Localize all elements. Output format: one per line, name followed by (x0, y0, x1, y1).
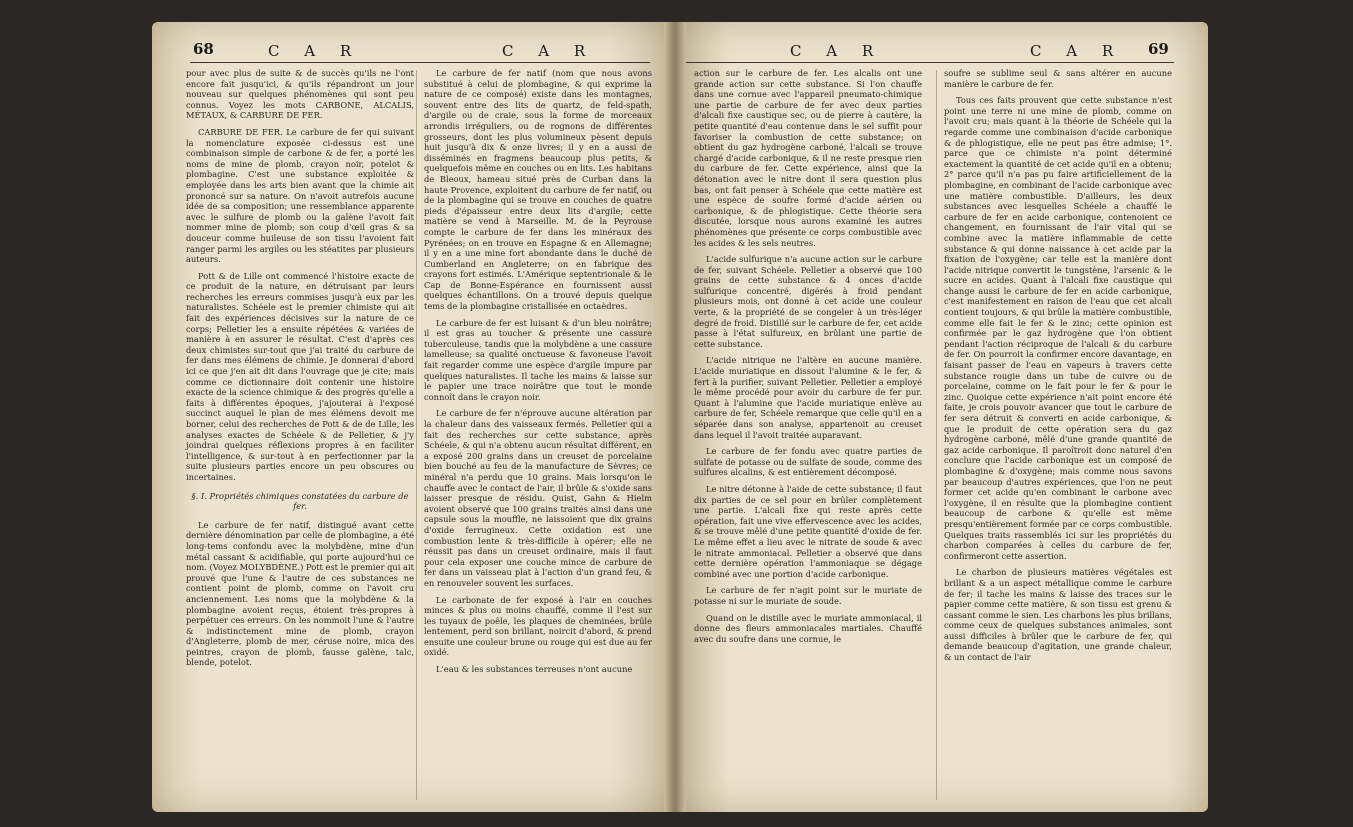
left-page-number: 68 (193, 40, 214, 58)
paragraph: Le carbure de fer fondu avec quatre parties de sulfate de potasse ou de sulfate de soude, comme des sulfures alcalins, & est entièrement décomposé. (694, 446, 922, 478)
paragraph: pour avec plus de suite & de succès qu'ils ne l'ont encore fait jusqu'ici, & qu'ils répandront un jour nouveau sur quelques phénomènes qui sont peu connus. Voyez les mots CARBONE, ALCALIS, MÉTAUX, & CARBURE DE FER. (186, 68, 414, 121)
right-page-number: 69 (1148, 40, 1169, 58)
paragraph: Le charbon de plusieurs matières végétales est brillant & a un aspect métallique comme le carbure de fer; il tache les mains & laisse des traces sur le papier comme cette matière, & son tissu est grenu & cassant comme le sien. Les charbons les plus brillans, comme ceux de quelques substances animales, sont aussi difficiles à brûler que le carbure de fer, qui demande beaucoup d'agitation, une grande chaleur, & un contact de l'air (944, 567, 1172, 663)
paragraph: Quand on le distille avec le muriate ammoniacal, il donne des fleurs ammoniacales martiales. Chauffé avec du soufre dans une cornue, le (694, 612, 922, 644)
right-page-column-2 (944, 68, 1172, 669)
right-page-column-1 (694, 68, 922, 650)
paragraph: Le nitre détonne à l'aide de cette substance; il faut dix parties de ce sel pour en brûler complètement une partie. L'alcali fixe qui reste après cette opération, fait une vive effervescence avec les acides, & se trouve mêlé d'une petite quantité d'oxide de fer. Le même effet a lieu avec le nitrate de soude & avec le nitrate ammoniacal. Pelletier a observé que dans cette dernière opération l'ammoniaque se dégage combiné avec une portion d'acide carbonique. (694, 483, 922, 579)
right-header-left: C A R (790, 42, 884, 60)
right-column-divider (936, 70, 937, 800)
paragraph: Le carbure de fer natif, distingué avant cette dernière dénomination par celle de plombagine, a été long-tems confondu avec la molybdène, mine d'un métal cassant & acidifiable, qui porte aujourd'hui ce nom. (Voyez MOLYBDÈNE.) Pott est le premier qui ait prouvé que l'une & l'autre de ces substances ne contient point de plomb, comme on l'avoit cru anciennement. Les noms que la molybdène & la plombagine avoient reçus, étoient très-propres à perpétuer ces erreurs. On les nommoit l'une & l'autre & indistinctement mine de plomb, crayon d'Angleterre, plomb de mer, céruse noire, mica des peintres, crayon de plomb, fausse galène, talc, blende, potelot. (186, 519, 414, 668)
left-column-divider (416, 70, 417, 800)
paragraph: Le carbonate de fer exposé à l'air en couches minces & plus ou moins chauffé, comme il l'est sur les tuyaux de poêle, les plaques de cheminées, brûle lentement, perd son brillant, noircit d'abord, & prend ensuite une couleur brune ou rouge qui est due au fer oxidé. (424, 594, 652, 658)
paragraph: action sur le carbure de fer. Les alcalis ont une grande action sur cette substance. Si l'on chauffe dans une cornue avec l'appareil pneumato-chimique une partie de carbure de fer avec deux parties d'alcali fixe caustique sec, ou de pierre à cautère, la petite quantité d'eau contenue dans le sel suffit pour favoriser la combustion de cette substance; on obtient du gaz hydrogène carboné, l'alcali se trouve chargé d'acide carbonique, & il ne reste presque rien du carbure de fer. Cette expérience, ainsi que la détonation avec le nitre dont il sera question plus bas, ont fait penser à Schéele que cette matière est une espèce de soufre formé d'acide aérien ou carbonique, & de phlogistique. Cette théorie sera discutée, lorsque nous aurons examiné les autres phénomènes que présente ce corps combustible avec les acides & les sels neutres. (694, 68, 922, 248)
paragraph: L'eau & les substances terreuses n'ont aucune (436, 664, 633, 675)
left-header-right: C A R (502, 42, 596, 60)
paragraph: CARBURE DE FER. Le carbure de fer qui suivant la nomenclature exposée ci-dessus est une combinaison simple de carbone & de fer, a porté les noms de mine de plomb, crayon noir, potelot & plombagine. C'est une substance exploitée & employée dans les arts bien avant que la chimie ait prononcé sur sa nature. On n'avoit autrefois aucune idée de sa composition; une ressemblance apparente avec le sulfure de plomb ou la galène l'avoit fait nommer mine de plomb; son coup d'œil gras & sa douceur comme huileuse de son tissu l'avoient fait ranger parmi les argiles ou les stéatites par plusieurs auteurs. (186, 126, 414, 265)
left-page-column-2 (424, 68, 652, 681)
left-page-column-1 (186, 68, 414, 674)
paragraph: Pott & de Lille ont commencé l'histoire exacte de ce produit de la nature, en détruisant par leurs recherches les erreurs commises jusqu'à eux par les naturalistes. Schéele est le premier chimiste qui ait fait des expériences décisives sur la nature de ce corps; Pelletier les a ensuite répétées & variées de manière à en assurer le résultat. C'est d'après ces deux chimistes sur-tout que j'ai traité du carbure de fer dans mes élémens de chimie. Je donnerai d'abord ici ce que j'en ait dit dans l'ouvrage que je cite; mais comme ce dictionnaire doit contenir une histoire exacte de la science chimique & des progrès qu'elle a faits à différentes époques, j'ajouterai à l'exposé succinct auquel le plan de mes élémens devoit me borner, celui des recherches de Pott & de de Lille, les analyses exactes de Schéele & de Pelletier, & j'y joindrai quelques réflexions propres à en faciliter l'intelligence, & sur-tout à en perfectionner par la suite plusieurs parties encore un peu obscures ou incertaines. (186, 270, 414, 482)
paragraph: Le carbure de fer n'agit point sur le muriate de potasse ni sur le muriate de soude. (694, 585, 922, 606)
paragraph: Tous ces faits prouvent que cette substance n'est point une terre ni une mine de plomb, comme on l'avoit cru; mais quant à la théorie de Schéele qui la regarde comme une combinaison d'acide carbonique & de phlogistique, elle ne peut pas être admise; 1°. parce que ce chimiste n'a point déterminé exactement la quantité de cet acide qu'il en a obtenu; 2° parce qu'il n'a pas pu faire artificiellement de la plombagine, en combinant de l'acide carbonique avec une matière combustible. D'ailleurs, les deux substances avec lesquelles Schéele a chauffé le carbure de fer en acide carbonique, contenoient ce changement, en fournissant de l'air vital qui se combine avec la matière inflammable de cette substance & qui donne naissance à cet acide par la fixation de l'oxygène; car telle est la manière dont l'acide nitrique convertit le tungstène, l'arsenic & le sucre en acides. Quant à l'alcali fixe caustique qui change aussi le carbure de fer en acide carbonique, c'est manifestement en raison de l'eau que cet alcali contient toujours, & qui brûle la matière combustible, comme elle fait le fer & le zinc; cette opinion est confirmée par le gaz hydrogène que l'on obtient pendant l'action réciproque de l'alcali & du carbure de fer. On pourroit la confirmer encore davantage, en faisant passer de l'eau en vapeurs à travers cette substance rougie dans un tube de cuivre ou de porcelaine, comme on le fait pour le fer & pour le zinc. Quoique cette expérience n'ait point encore été faite, je crois pouvoir avancer que tout le carbure de fer sera détruit & converti en acide carbonique, & que le produit de cette opération sera du gaz hydrogène carboné, mêlé d'une grande quantité de gaz acide carbonique. Il paroîtroit donc naturel d'en conclure que l'acide carbonique est un composé de plombagine & d'oxygène; mais comme nous savons par beaucoup d'autres expériences, que l'on ne peut former cet acide qu'en combinant le carbone avec l'oxygène, il en résulte que la plombagine contient beaucoup de carbone & qu'elle est même presqu'entièrement formée par ce corps combustible. Quelques traits rassemblés ici sur les propriétés du charbon comparées à celles du carbure de fer, confirmeront cette assertion. (944, 95, 1172, 561)
book-gutter (664, 22, 686, 812)
paragraph: Le carbure de fer est luisant & d'un bleu noirâtre; il est gras au toucher & présente une cassure tuberculeuse, tandis que la molybdène a une cassure lamelleuse; sa qualité onctueuse & favoneuse l'avoit fait regarder comme une espèce d'argile impure par quelques naturalistes. Il tache les mains & laisse sur le papier une trace noirâtre que tout le monde connoît dans le crayon noir. (424, 317, 652, 402)
paragraph: L'acide sulfurique n'a aucune action sur le carbure de fer, suivant Schéele. Pelletier a observé que 100 grains de cette substance & 4 onces d'acide sulfurique concentré, digérés à froid pendant plusieurs mois, ont donné à cet acide une couleur verte, & la propriété de se congeler à un très-léger degré de froid. Distillé sur le carbure de fer, cet acide passe à l'état sulfureux, en brûlant une partie de cette substance. (694, 254, 922, 349)
right-header-rule (686, 62, 1174, 63)
left-header-rule (190, 62, 650, 63)
paragraph: Le carbure de fer natif (nom que nous avons substitué à celui de plombagine, & qui exprime la nature de ce composé) existe dans les montagnes, souvent entre des lits de quartz, de feld-spath, d'argile ou de craie, sous la forme de morceaux arrondis irréguliers, ou de rognons de différentes grosseurs, dont les plus volumineux pèsent depuis huit jusqu'à dix & onze livres; il y en a aussi de disséminés en fragmens beaucoup plus petits, & quelquefois même en couches ou en lits. Les habitans de Bleoux, hameau situé près de Curban dans la haute Provence, exploitent du carbure de fer natif, ou de la plombagine qui se trouve en couches de quatre pieds d'épaisseur entre deux lits d'argile; cette matière se vend à Marseille. M. de la Peyrouse compte le carbure de fer dans les minéraux des Pyrénées; on en trouve en Espagne & en Allemagne; il y en a une mine fort abondante dans le duché de Cumberland en Angleterre; on en fabrique des crayons fort estimés. L'Amérique septentrionale & le Cap de Bonne-Espérance en fournissent aussi quelques échantillons. On a trouvé depuis quelque tems de la plombagine cristallisée en octaèdres. (424, 68, 652, 312)
paragraph: soufre se sublime seul & sans altérer en aucune manière le carbure de fer. (944, 68, 1172, 89)
left-header-left: C A R (268, 42, 362, 60)
paragraph: Le carbure de fer n'éprouve aucune altération par la chaleur dans des vaisseaux fermés. Pelletier qui a fait des recherches sur cette substance, après Schéele, & qui n'a obtenu aucun résultat différent, en a exposé 200 grains dans un creuset de porcelaine bien bouché au feu de la manufacture de Sèvres; ce minéral n'a perdu que 10 grains. Mais lorsqu'on le chauffe avec le contact de l'air, il brûle & s'oxide sans laisser presque de résidu. Quist, Gahn & Hielm avoient observé que 100 grains traités ainsi dans une capsule sous la mouffle, ne laissoient que dix grains d'oxide ferrugineux. Cette oxidation est une combustion lente & très-difficile à opérer; elle ne réussit pas dans un creuset ordinaire, mais il faut pour cela exposer une couche mince de carbure de fer dans un vaisseau plat à l'action d'un grand feu, & en renouveler souvent les surfaces. (424, 408, 652, 588)
paragraph: L'acide nitrique ne l'altère en aucune manière. L'acide muriatique en dissout l'alumine & le fer, & fert à la purifier, suivant Pelletier. Pelletier a employé le même procédé pour avoir du carbure de fer pur. Quant à l'alumine que l'acide muriatique enlève au carbure de fer, Schéele remarque que celle qu'il en a séparée dans son analyse, appartenoit au creuset dans lequel il l'avoit traitée auparavant. (694, 355, 922, 440)
section-heading: §. I. Propriétés chimiques constatées du carbure de fer. (191, 490, 409, 512)
right-header-right: C A R (1030, 42, 1124, 60)
